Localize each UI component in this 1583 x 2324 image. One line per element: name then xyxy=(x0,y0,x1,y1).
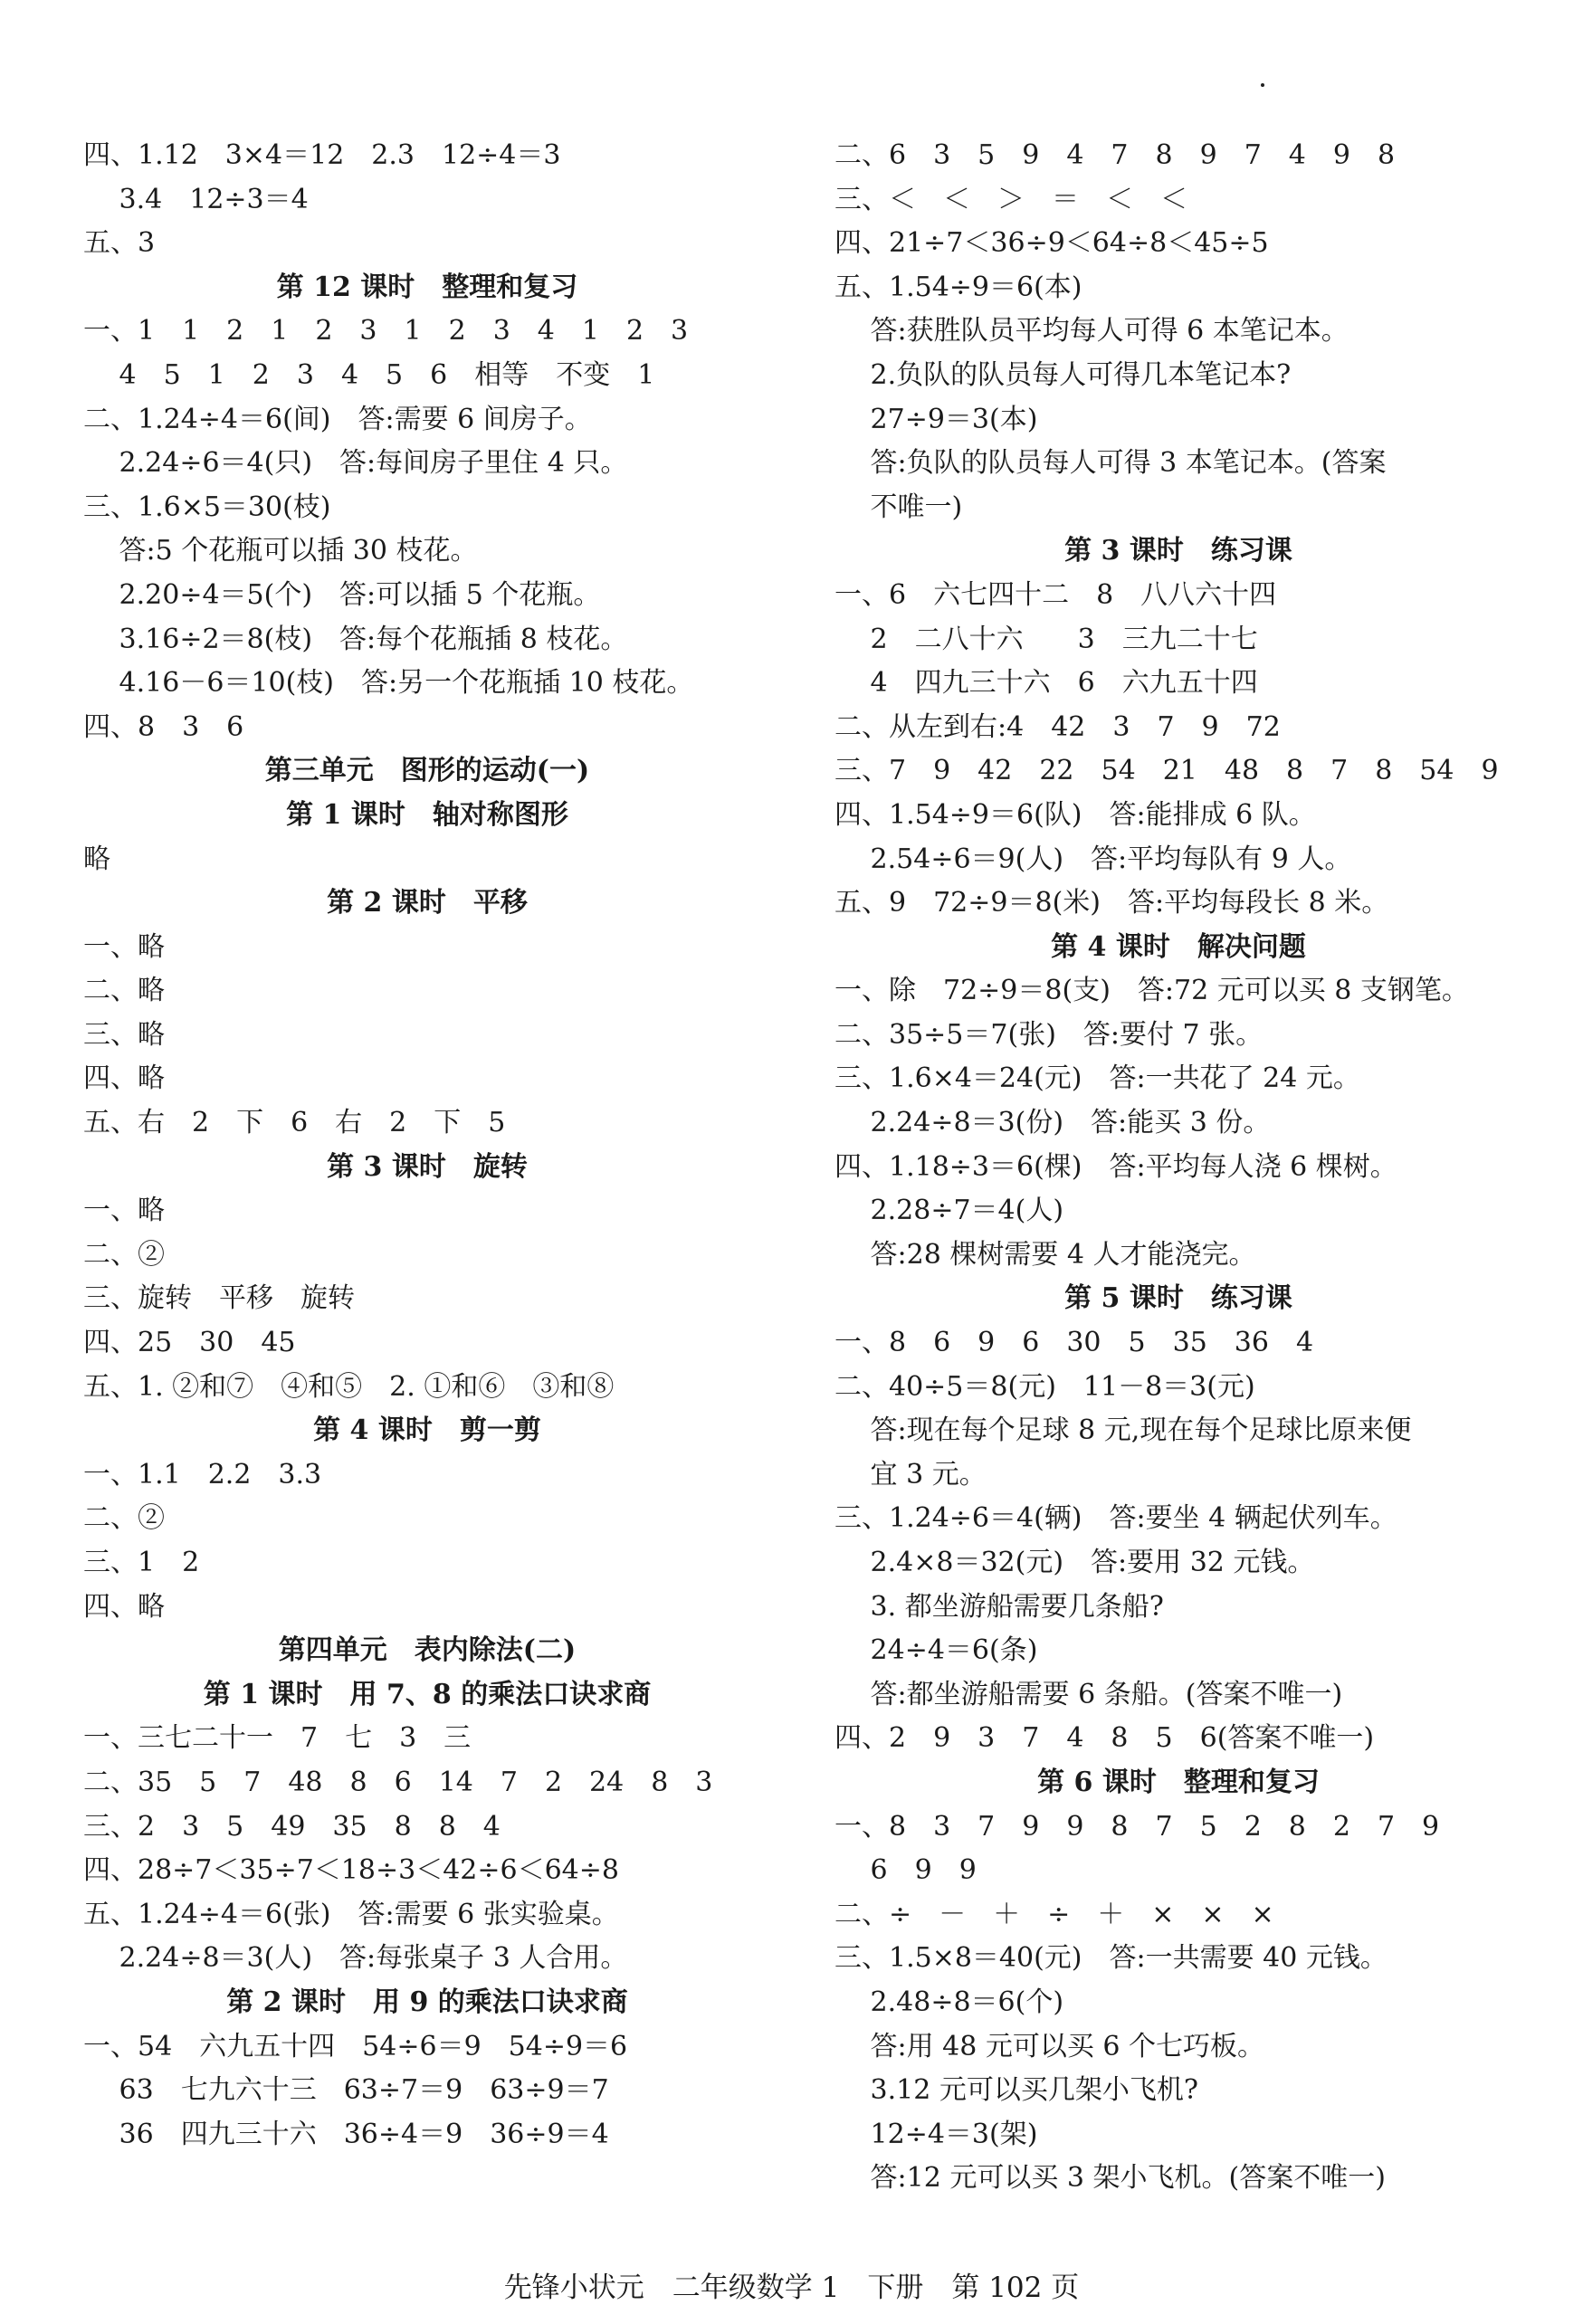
answer-line: 三、1.5×8＝40(元) 答:一共需要 40 元钱。 xyxy=(834,1942,1388,1975)
answer-line: 二、35÷5＝7(张) 答:要付 7 张。 xyxy=(834,1018,1264,1051)
answer-line: 五、1. ②和⑦ ④和⑤ 2. ①和⑥ ③和⑧ xyxy=(83,1370,615,1403)
answer-line: 答:用 48 元可以买 6 个七巧板。 xyxy=(834,2030,1265,2062)
answer-line: 二、② xyxy=(83,1502,165,1535)
answer-line: 一、1 1 2 1 2 3 1 2 3 4 1 2 3 xyxy=(83,315,689,348)
answer-line: 三、7 9 42 22 54 21 48 8 7 8 54 9 xyxy=(834,755,1499,787)
answer-line: 不唯一) xyxy=(834,491,963,523)
answer-line: 一、1.1 2.2 3.3 xyxy=(83,1458,322,1491)
answer-line: 二、略 xyxy=(83,975,165,1007)
answer-line: 2.28÷7＝4(人) xyxy=(834,1195,1064,1227)
corner-dot xyxy=(1261,83,1264,87)
answer-line: 五、1.54÷9＝6(本) xyxy=(834,271,1082,303)
answer-line: 三、1.6×4＝24(元) 答:一共花了 24 元。 xyxy=(834,1062,1360,1095)
answer-line: 一、除 72÷9＝8(支) 答:72 元可以买 8 支钢笔。 xyxy=(834,975,1469,1007)
answer-line: 24÷4＝6(条) xyxy=(834,1634,1038,1667)
answer-line: 一、54 六九五十四 54÷6＝9 54÷9＝6 xyxy=(83,2030,628,2062)
section-heading: 第 4 课时 剪一剪 xyxy=(313,1414,541,1447)
answer-line: 答:都坐游船需要 6 条船。(答案不唯一) xyxy=(834,1678,1343,1710)
answer-line: 2.24÷8＝3(人) 答:每张桌子 3 人合用。 xyxy=(83,1942,628,1975)
answer-line: 一、略 xyxy=(83,1195,165,1227)
answer-line: 2.20÷4＝5(个) 答:可以插 5 个花瓶。 xyxy=(83,578,601,611)
answer-line: 四、略 xyxy=(83,1062,165,1095)
answer-line: 一、三七二十一 7 七 3 三 xyxy=(83,1722,472,1755)
answer-line: 2.54÷6＝9(人) 答:平均每队有 9 人。 xyxy=(834,843,1352,875)
answer-line: 2 二八十六 3 三九二十七 xyxy=(834,623,1258,655)
answer-line: 一、8 6 9 6 30 5 35 36 4 xyxy=(834,1327,1314,1359)
answer-line: 答:获胜队员平均每人可得 6 本笔记本。 xyxy=(834,315,1349,348)
left-column xyxy=(83,134,771,2157)
answer-line: 四、1.18÷3＝6(棵) 答:平均每人浇 6 棵树。 xyxy=(834,1150,1397,1183)
answer-line: 4.16－6＝10(枝) 答:另一个花瓶插 10 枝花。 xyxy=(83,667,694,700)
answer-line: 五、9 72÷9＝8(米) 答:平均每段长 8 米。 xyxy=(834,887,1389,919)
answer-line: 一、略 xyxy=(83,930,165,963)
answer-line: 一、6 六七四十二 8 八八六十四 xyxy=(834,578,1277,611)
answer-line: 12÷4＝3(架) xyxy=(834,2118,1038,2150)
answer-line: 四、21÷7＜36÷9＜64÷8＜45÷5 xyxy=(834,227,1269,260)
page-footer: 先锋小状元 二年级数学 1 下册 第 102 页 xyxy=(503,2272,1080,2304)
answer-line: 四、1.54÷9＝6(队) 答:能排成 6 队。 xyxy=(834,798,1316,831)
answer-line: 五、3 xyxy=(83,227,156,260)
answer-line: 一、8 3 7 9 9 8 7 5 2 8 2 7 9 xyxy=(834,1810,1440,1843)
answer-line: 答:28 棵树需要 4 人才能浇完。 xyxy=(834,1238,1256,1271)
answer-line: 2.负队的队员每人可得几本笔记本? xyxy=(834,358,1292,391)
answer-line: 2.48÷8＝6(个) xyxy=(834,1986,1064,2018)
section-heading: 第 1 课时 用 7、8 的乘法口诀求商 xyxy=(203,1678,652,1710)
section-heading: 第 12 课时 整理和复习 xyxy=(276,271,578,303)
answer-line: 二、② xyxy=(83,1238,165,1271)
answer-line: 27÷9＝3(本) xyxy=(834,403,1038,435)
answer-line: 三、1 2 xyxy=(83,1547,200,1578)
answer-line: 答:负队的队员每人可得 3 本笔记本。(答案 xyxy=(834,447,1387,480)
answer-line: 3.4 12÷3＝4 xyxy=(83,183,309,215)
answer-line: 答:12 元可以买 3 架小飞机。(答案不唯一) xyxy=(834,2162,1386,2195)
answer-line: 2.24÷6＝4(只) 答:每间房子里住 4 只。 xyxy=(83,447,628,480)
answer-line: 二、6 3 5 9 4 7 8 9 7 4 9 8 xyxy=(834,139,1396,171)
answer-line: 答:现在每个足球 8 元,现在每个足球比原来便 xyxy=(834,1414,1412,1447)
answer-line: 答:5 个花瓶可以插 30 枝花。 xyxy=(83,535,478,567)
answer-line: 四、略 xyxy=(83,1590,165,1623)
section-heading: 第 3 课时 练习课 xyxy=(1064,535,1292,567)
answer-line: 3. 都坐游船需要几条船? xyxy=(834,1590,1164,1623)
answer-line: 三、1.24÷6＝4(辆) 答:要坐 4 辆起伏列车。 xyxy=(834,1502,1397,1535)
section-heading: 第三单元 图形的运动(一) xyxy=(264,755,590,787)
answer-line: 五、右 2 下 6 右 2 下 5 xyxy=(83,1107,506,1139)
answer-line: 二、÷ － ＋ ÷ ＋ × × × xyxy=(834,1898,1274,1930)
section-heading: 第 4 课时 解决问题 xyxy=(1051,930,1306,963)
answer-line: 四、28÷7＜35÷7＜18÷3＜42÷6＜64÷8 xyxy=(83,1854,619,1887)
answer-line: 四、25 30 45 xyxy=(83,1327,296,1359)
answer-line: 2.4×8＝32(元) 答:要用 32 元钱。 xyxy=(834,1547,1315,1578)
section-heading: 第 2 课时 用 9 的乘法口诀求商 xyxy=(226,1986,628,2018)
answer-line: 三、1.6×5＝30(枝) xyxy=(83,491,331,523)
answer-line: 36 四九三十六 36÷4＝9 36÷9＝4 xyxy=(83,2118,609,2150)
answer-line: 四、1.12 3×4＝12 2.3 12÷4＝3 xyxy=(83,139,561,171)
answer-line: 三、略 xyxy=(83,1018,165,1051)
answer-line: 三、旋转 平移 旋转 xyxy=(83,1282,355,1315)
answer-line: 三、2 3 5 49 35 8 8 4 xyxy=(83,1810,501,1843)
answer-line: 略 xyxy=(83,843,110,875)
answer-line: 三、＜ ＜ ＞ ＝ ＜ ＜ xyxy=(834,183,1187,215)
answer-line: 五、1.24÷4＝6(张) 答:需要 6 张实验桌。 xyxy=(83,1898,619,1930)
answer-line: 2.24÷8＝3(份) 答:能买 3 份。 xyxy=(834,1107,1271,1139)
answer-line: 二、从左到右:4 42 3 7 9 72 xyxy=(834,710,1281,743)
answer-line: 4 四九三十六 6 六九五十四 xyxy=(834,667,1258,700)
answer-line: 二、1.24÷4＝6(间) 答:需要 6 间房子。 xyxy=(83,403,592,435)
answer-line: 二、35 5 7 48 8 6 14 7 2 24 8 3 xyxy=(83,1766,713,1798)
answer-line: 二、40÷5＝8(元) 11－8＝3(元) xyxy=(834,1370,1255,1403)
section-heading: 第四单元 表内除法(二) xyxy=(278,1634,577,1667)
section-heading: 第 1 课时 轴对称图形 xyxy=(286,798,568,831)
right-column xyxy=(834,134,1522,2201)
answer-line: 宜 3 元。 xyxy=(834,1458,987,1491)
answer-line: 3.16÷2＝8(枝) 答:每个花瓶插 8 枝花。 xyxy=(83,623,628,655)
answer-line: 3.12 元可以买几架小飞机? xyxy=(834,2074,1198,2107)
answer-line: 6 9 9 xyxy=(834,1854,977,1887)
section-heading: 第 2 课时 平移 xyxy=(327,887,528,919)
section-heading: 第 6 课时 整理和复习 xyxy=(1037,1766,1320,1798)
section-heading: 第 5 课时 练习课 xyxy=(1064,1282,1292,1315)
section-heading: 第 3 课时 旋转 xyxy=(327,1150,528,1183)
answer-line: 4 5 1 2 3 4 5 6 相等 不变 1 xyxy=(83,358,655,391)
answer-line: 四、8 3 6 xyxy=(83,710,244,743)
answer-line: 四、2 9 3 7 4 8 5 6(答案不唯一) xyxy=(834,1722,1375,1755)
answer-line: 63 七九六十三 63÷7＝9 63÷9＝7 xyxy=(83,2074,609,2107)
